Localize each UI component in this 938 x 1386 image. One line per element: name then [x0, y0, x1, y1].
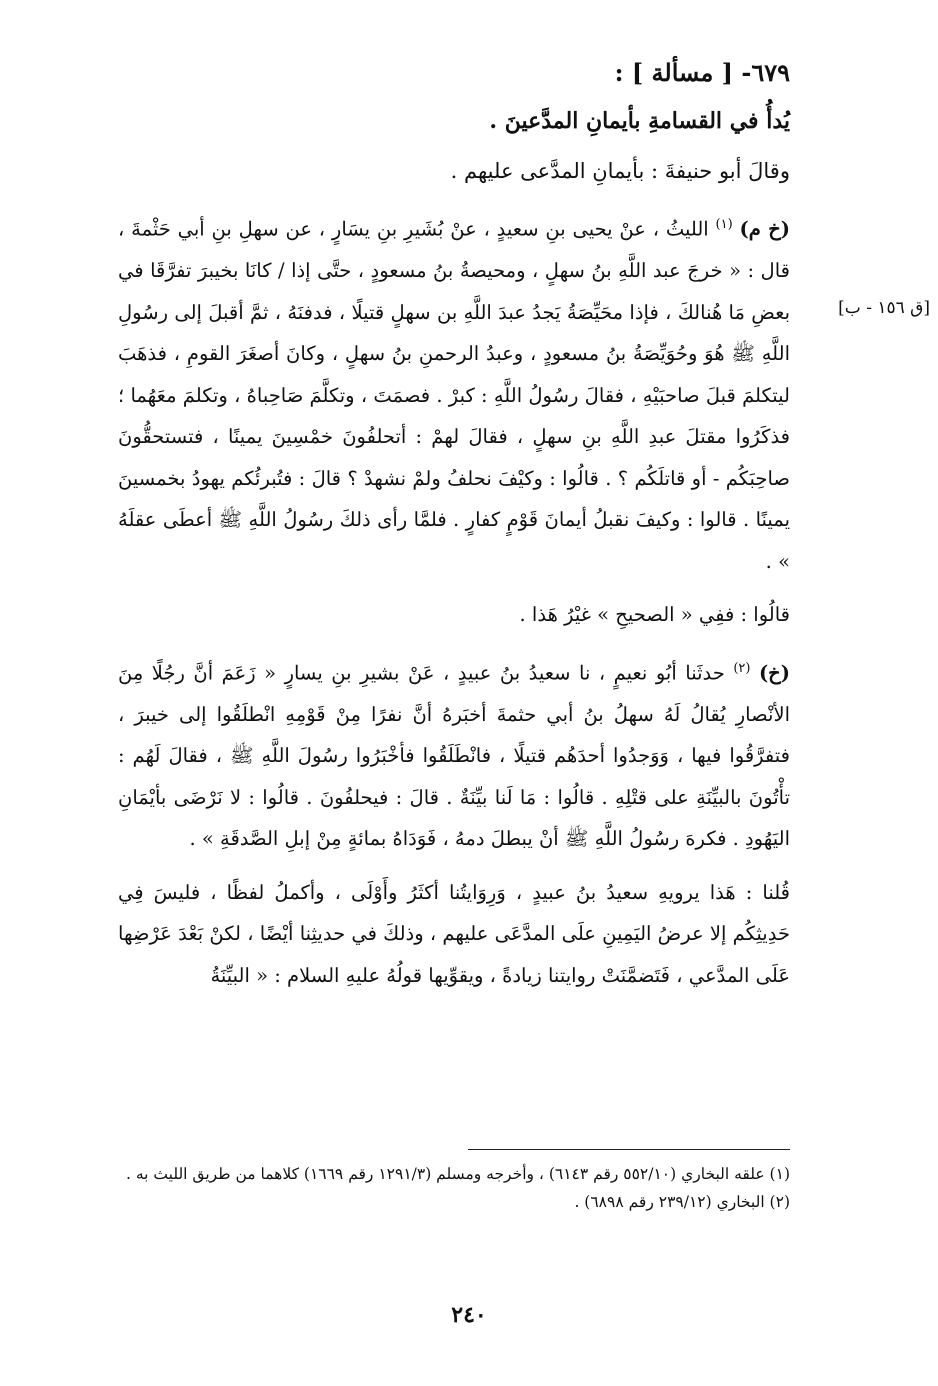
hadith-2-text: حدثَنا أبُو نعيمٍ ، نا سعيدُ بنُ عبيدٍ ، عَنْ بشيرِ بنِ يسارٍ « زَعَمَ أنَّ رجُلًا مِنَ الأنْصارِ يُقالُ لَهُ سهلُ بنُ أبي حثمةَ أخبَرهُ أنَّ نفرًا مِنْ قَوْمِهِ انْطلَقُوا إلى خيبرَ ، فتفرَّقُوا فيها ، وَوَجدُوا أحدَهُم قتيلًا ، فانْطَلَقُوا فأخْبَرُوا رسُولَ اللَّهِ ﷺ ، فقالَ لَهُم : تأْتُونَ بالبيِّنَةِ على قتْلِهِ . قالُوا : مَا لَنا بيِّنَةٌ . قالَ : فيحلفُونَ . قالُوا : لا نَرْضَى بأيْمَانِ اليَهُودِ . فكرهَ رسُولُ اللَّهِ ﷺ أنْ يبطلَ دمهُ ، فَوَدَاهُ بمائةٍ مِنْ إبلِ الصَّدقَةِ » . [118, 661, 790, 850]
note-line: قالُوا : ففِي « الصحيحِ » غيْرُ هَذا . [519, 603, 790, 626]
issue-heading: ٦٧٩- [ مسألة ] : [614, 58, 790, 87]
footnote-divider [468, 1149, 790, 1150]
manuscript-folio-marker: [ق ١٥٦ - ب] [838, 298, 930, 318]
footnote-2: (٢) البخاري (٢٣٩/١٢ رقم ٦٨٩٨) . [574, 1193, 790, 1211]
hadith-1 [118, 204, 790, 582]
footnote-1: (١) علقه البخاري (٥٥٢/١٠ رقم ٦١٤٣) ، وأخرجه ومسلم (١٢٩١/٣ رقم ١٦٦٩) كلاهما من طريق الليث به . [126, 1165, 790, 1183]
footnotes [118, 1160, 790, 1216]
closing-argument: قُلنا : هَذا يرويهِ سعيدُ بنُ عبيدٍ ، وَرِوَايتُنا أكثَرُ وأَوْلَى ، وأكملُ لفظًا ، فليسَ فِي حَدِيثِكُم إلا عرضُ اليَمِينِ علَى المدَّعَى عليهم ، وذلكَ في حديثِنا أيْضًا ، لكنْ بَعْدَ عَرْضِها عَلَى المدَّعي ، فَتَضمَّنَتْ روايتنا زيادةً ، ويقوِّيها قولُهُ عليهِ السلام : « البيِّنَةُ [118, 880, 790, 987]
hadith-2-source-tag: (خ) [758, 661, 790, 684]
issue-statement: يُدأُ في القسامةِ بأيمانِ المدَّعينَ . [489, 108, 790, 134]
opposing-opinion: وقالَ أبو حنيفةَ : بأيمانِ المدَّعى عليهم . [450, 159, 790, 183]
hadith-2 [118, 648, 790, 860]
hadith-2-footnote-ref: (٢) [733, 660, 751, 676]
hadith-1-text: الليثُ ، عنْ يحيى بنِ سعيدٍ ، عنْ بُشَيرِ بنِ يسَارٍ ، عن سهلِ بنِ أبي حَثْمةَ ، قال : « خرجَ عبد اللَّهِ بنُ سهلٍ ، ومحيصةُ بنُ مسعودٍ ، حتَّى إذا / كانَا بخيبرَ تفرَّقَا في بعضِ مَا هُنالكَ ، فإذا محَيِّصَةُ يَجدُ عبدَ اللَّهِ بن سهلٍ قتيلًا ، فدفنَهُ ، ثمَّ أقبلَ إلى رسُولِ اللَّهِ ﷺ هُوَ وحُوَيِّصَةُ بنُ مسعودٍ ، وعبدُ الرحمنِ بنُ سهلٍ ، وكانَ أصغَرَ القومِ ، فذهَبَ ليتكلمَ قبلَ صاحبَيْهِ ، فقالَ رسُولُ اللَّهِ : كبرْ . فصمَتَ ، وتكلَّمَ صَاحِباهُ ، وتكلمَ معَهُما ؛ فذكَرُوا مقتلَ عبدِ اللَّهِ بنِ سهلٍ ، فقالَ لهمْ : أتحلفُونَ خمْسِينَ يمينًا ، فتستحقُّونَ صاحِبَكُم - أو قاتلَكُم ؟ . قالُوا : وكيْفَ نحلفُ ولمْ نشهدْ ؟ قالَ : فتُبرئُكم يهودُ بخمسينَ يمينًا . قالوا : وكيفَ نقبلُ أيمانَ قَوْمٍ كفارٍ . فلمَّا رأى ذلكَ رسُولُ اللَّهِ ﷺ أعطَى عقلَهُ » . [118, 217, 790, 573]
hadith-1-source-tag: (خ م) [739, 217, 791, 241]
page-number: ٢٤٠ [451, 1302, 487, 1328]
main-text [118, 50, 790, 996]
hadith-1-footnote-ref: (١) [715, 217, 733, 232]
